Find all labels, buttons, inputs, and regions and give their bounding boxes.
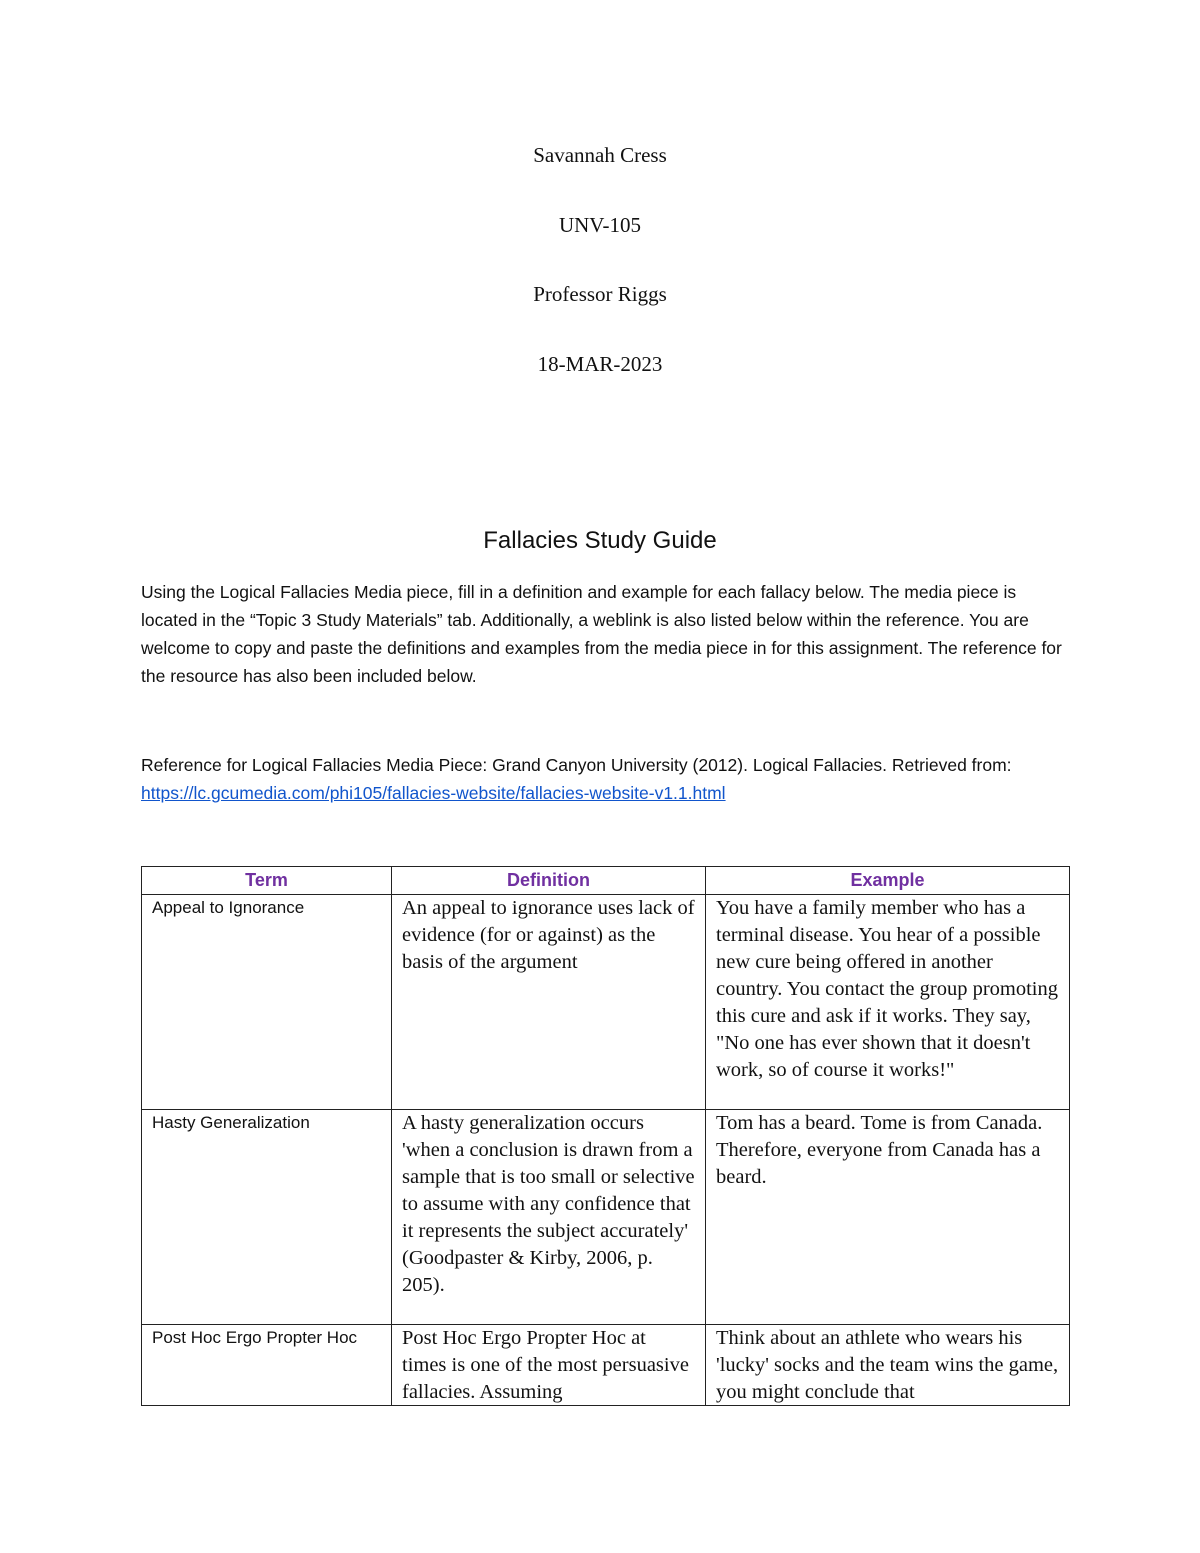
term-cell: Hasty Generalization [142, 1110, 392, 1325]
example-text: Think about an athlete who wears his 'lucky' socks and the team wins the game, you might conclude that [716, 1327, 1059, 1403]
author-name: Savannah Cress [533, 143, 667, 167]
definition-cell: An appeal to ignorance uses lack of evidence (for or against) as the basis of the argument [392, 895, 706, 1110]
definition-cell: A hasty generalization occurs 'when a conclusion is drawn from a sample that is too small or selective to assume with any confidence that it represents the subject accurately' (Goodpaster & Kirby, 2006, p. 205). [392, 1110, 706, 1325]
definition-cell [392, 1325, 706, 1406]
example-cell: You have a family member who has a terminal disease. You hear of a possible new cure being offered in another country. You contact the group promoting this cure and ask if it works. They say, "No one has ever shown that it doesn't work, so of course it works!" [706, 895, 1070, 1110]
document-title: Fallacies Study Guide [483, 527, 717, 554]
table-row [142, 1110, 1070, 1325]
term-cell: Appeal to Ignorance [142, 895, 392, 1110]
instructions-paragraph: Using the Logical Fallacies Media piece, fill in a definition and example for each fallacy below. The media piece is located in the “Topic 3 Study Materials” tab. Additionally, a weblink is also listed below within the reference. You are welcome to copy and paste the definitions and examples from the media piece in for this assignment. The reference for the resource has also been included below. [141, 582, 1062, 686]
reference-text: Reference for Logical Fallacies Media Piece: Grand Canyon University (2012). Logical Fallacies. Retrieved from: [141, 755, 1012, 775]
reference-paragraph [141, 751, 1066, 807]
example-cell: Tom has a beard. Tome is from Canada. Therefore, everyone from Canada has a beard. [706, 1110, 1070, 1325]
fallacies-table [141, 866, 1070, 1406]
table-row [142, 895, 1070, 1110]
header-definition: Definition [392, 867, 706, 895]
header-term: Term [142, 867, 392, 895]
header-example: Example [706, 867, 1070, 895]
term-cell [142, 1325, 392, 1406]
course-code: UNV-105 [558, 213, 642, 237]
definition-text: Post Hoc Ergo Propter Hoc at times is one of the most persuasive fallacies. Assuming [402, 1327, 689, 1403]
professor-name: Professor Riggs [533, 282, 667, 306]
example-cell [706, 1325, 1070, 1406]
table-row [142, 1325, 1070, 1406]
submission-date: 18-MAR-2023 [537, 352, 663, 376]
term-text: Post Hoc Ergo Propter Hoc [152, 1328, 358, 1347]
reference-link[interactable]: https://lc.gcumedia.com/phi105/fallacies-website/fallacies-website-v1.1.html [141, 783, 726, 803]
table-header-row [142, 867, 1070, 895]
